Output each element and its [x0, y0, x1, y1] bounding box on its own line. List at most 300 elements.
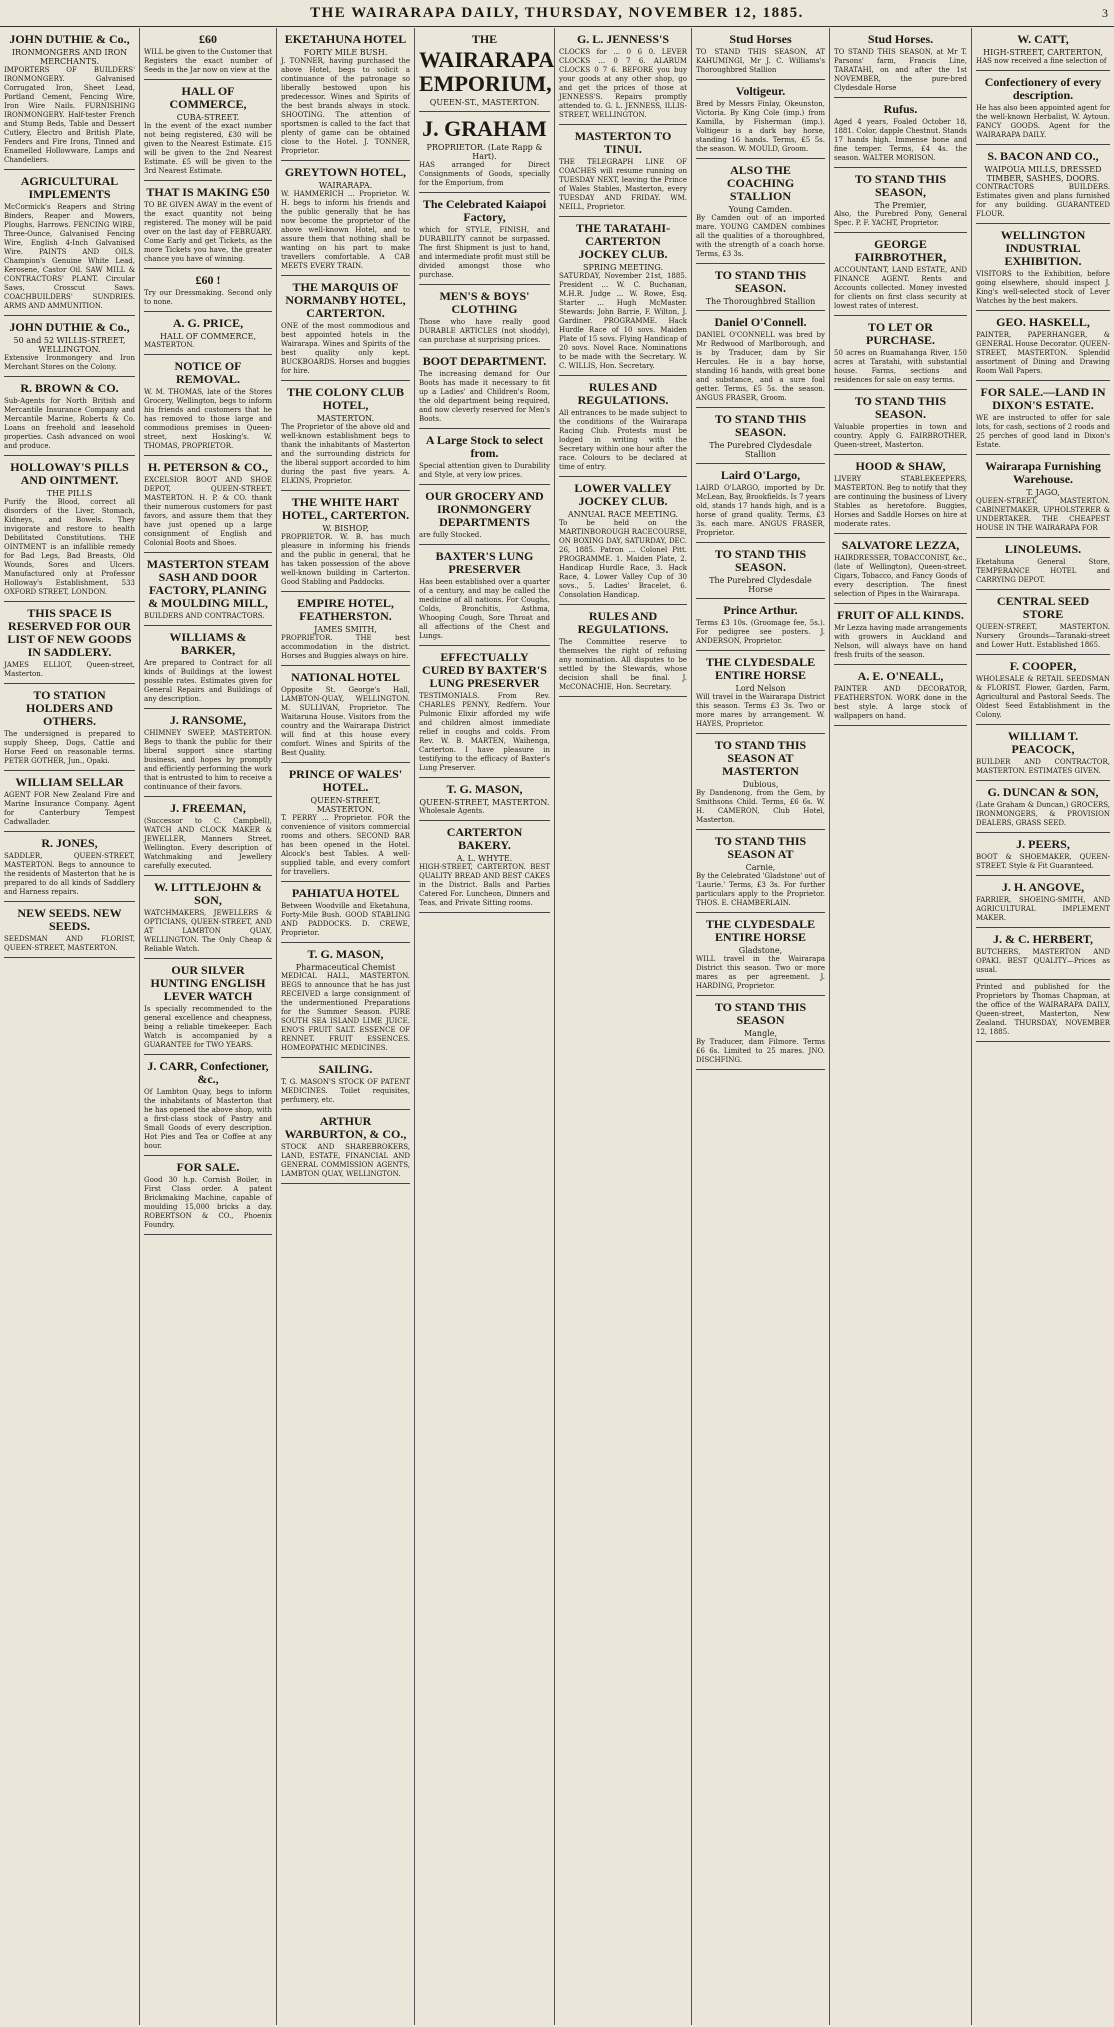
ad-body: LAIRD O'LARGO, imported by Dr. McLean, Bay, Brookfields. Is 7 years old, stands 17 hands high, and is a horse of grand quality. Terms, £3 3s. each mare. ANGUS FRASER, Proprietor.: [696, 484, 826, 537]
ad-body: Those who have really good DURABLE ARTICLES (not shoddy), can purchase at surprising prices.: [419, 318, 550, 344]
ad-heading: TO STAND THIS SEASON.: [714, 547, 807, 574]
ad-subheading: QUEEN-STREET, MASTERTON.: [419, 798, 550, 807]
ad-heading: BAXTER'S LUNG PRESERVER: [435, 549, 534, 576]
ad-heading: FOR SALE.—LAND IN DIXON'S ESTATE.: [980, 385, 1106, 412]
advertisement: [144, 28, 272, 80]
ad-body: (Successor to C. Campbell), WATCH AND CLOCK MAKER & JEWELLER, Manners Street, Wellington. Every description of Watchmaking and Jewellery carefully executed.: [144, 817, 272, 870]
ad-subheading: Young Camden.: [728, 205, 793, 214]
advertisement: [696, 464, 825, 543]
ad-body: QUEEN-STREET, MASTERTON. CABINETMAKER, UPHOLSTERER & UNDERTAKER. THE CHEAPEST HOUSE IN THE WAIRARAPA FOR: [976, 497, 1110, 532]
ad-heading: T. G. MASON,: [446, 782, 523, 796]
advertisement: [281, 592, 410, 666]
ad-body: WILL be given to the Customer that Registers the exact number of Seeds in the Jar now on view at the: [144, 48, 272, 74]
ad-heading: T. G. MASON,: [307, 947, 384, 961]
advertisement: [696, 311, 825, 408]
ad-heading: F. COOPER,: [1009, 659, 1077, 673]
advertisement: [696, 28, 825, 80]
advertisement: [4, 28, 135, 170]
advertisement: [696, 830, 825, 913]
ad-heading: Laird O'Largo,: [720, 468, 801, 482]
ad-body: All entrances to be made subject to the conditions of the Wairarapa Racing Club. Protests must be lodged in writing with the Secretary within one hour after the race. Colours to be declared at time of entry.: [559, 409, 687, 471]
advertisement: [144, 959, 272, 1055]
ad-heading: J. H. ANGOVE,: [1001, 880, 1085, 894]
advertisement: [4, 771, 135, 832]
advertisement: [696, 734, 825, 830]
ad-body: J. TONNER, having purchased the above Hotel, begs to solicit a continuance of the patronage so liberally bestowed upon his predecessor. Wines and Spirits of the best brands always in stock. SHOOTING. The attention of sportsmen is called to the fact that plenty of game can be obtained close to the Hotel. J. TONNER, Proprietor.: [281, 57, 410, 155]
advertisement: [559, 217, 687, 376]
ad-heading: R. BROWN & CO.: [20, 381, 119, 395]
ad-body: To be held on the MARTINBOROUGH RACECOURSE, ON BOXING DAY, SATURDAY, DEC. 26, 1885. Patron ... Colonel Pitt. PROGRAMME. 1. Maiden Plate, 2. Handicap Hurdle Race, 3. Hack Race, 4. Lower Valley Cup of 30 sovs., 5. Ladies' Bracelet, 6. Consolation Handicap.: [559, 519, 687, 599]
masthead-title: THE WAIRARAPA DAILY, THURSDAY, NOVEMBER 12, 1885.: [310, 4, 804, 21]
column-4: [415, 28, 555, 2025]
advertisement: [4, 377, 135, 456]
ad-heading: OUR SILVER HUNTING ENGLISH LEVER WATCH: [150, 963, 266, 1003]
ad-body: SADDLER, QUEEN-STREET, MASTERTON. Begs to announce to the residents of Masterton that he is prepared to do all kinds of Saddlery and Harness repairs.: [4, 852, 135, 896]
ad-body: Extensive Ironmongery and Iron Merchant Stores on the Colony.: [4, 354, 135, 371]
ad-heading: LOWER VALLEY JOCKEY CLUB.: [574, 481, 672, 508]
ad-body: ACCOUNTANT, LAND ESTATE, AND FINANCE AGENT. Rents and Accounts collected. Money invested for clients on first class security at lowest rates of interest.: [834, 266, 967, 310]
ad-body: HAS now received a fine selection of: [976, 57, 1107, 65]
ad-heading: Daniel O'Connell.: [714, 315, 807, 329]
ad-subheading: WAIPOUA MILLS, DRESSED TIMBER, SASHES, DOORS.: [984, 165, 1102, 183]
advertisement: [834, 390, 967, 455]
advertisement: [419, 646, 550, 778]
advertisement: [834, 534, 967, 604]
advertisement: [696, 80, 825, 159]
ad-heading: Wairarapa Furnishing Warehouse.: [985, 459, 1101, 486]
advertisement: [281, 381, 410, 491]
ad-subheading: QUEEN-STREET, MASTERTON.: [310, 796, 381, 814]
ad-body: (Late Graham & Duncan,) GROCERS, IRONMONGERS, & PROVISION DEALERS, GRASS SEED.: [976, 801, 1110, 827]
ad-body: The undersigned is prepared to supply Sheep, Dogs, Cattle and Horse Feed on reasonable terms. PETER GOTHER, Jun., Opaki.: [4, 730, 135, 765]
ad-body: BUILDERS AND CONTRACTORS.: [144, 612, 265, 620]
ad-heading: WILLIAMS & BARKER,: [169, 630, 247, 657]
ad-body: ONE of the most commodious and best appointed hotels in the Wairarapa. Wines and Spirits of the best quality only kept. BUCKBOARDS. Horses and buggies for hire.: [281, 322, 410, 375]
ad-heading: HOOD & SHAW,: [855, 459, 946, 473]
advertisement: [696, 996, 825, 1070]
ad-heading: Voltigeur.: [735, 84, 786, 98]
ad-heading: THE: [471, 32, 498, 46]
advertisement: [419, 545, 550, 646]
ad-body: WATCHMAKERS, JEWELLERS & OPTICIANS, QUEEN-STREET, AND AT LAMBTON QUAY, WELLINGTON. The Only Cheap & Reliable Watch.: [144, 909, 272, 953]
ad-heading: G. DUNCAN & SON,: [987, 785, 1099, 799]
advertisement: [281, 28, 410, 161]
ad-body: IMPORTERS OF BUILDERS' IRONMONGERY. Galvanised Corrugated Iron, Sheet Lead, Portland Cement, Fencing Wire, Iron Wire Nails. FURNISHING IRONMONGERY. Half-tester French and Stump Beds, Table and Dessert Cutlery, Electro and British Plate, Fenders and Fire Irons, Tinned and Enamelled Hollowware, Lamps and Chandeliers.: [4, 66, 135, 164]
ad-body: EXCELSIOR BOOT AND SHOE DEPOT, QUEEN-STREET, MASTERTON. H. P. & CO. thank their numerous customers for past favors, and assure them that they have just opened up a large consignment of English and Colonial Boots and Shoes.: [144, 476, 272, 547]
ad-heading: THE CLYDESDALE ENTIRE HORSE: [705, 655, 816, 682]
ad-subheading: THE PILLS: [46, 489, 93, 498]
advertisement: [834, 98, 967, 168]
ad-heading: TO STATION HOLDERS AND OTHERS.: [25, 688, 114, 728]
advertisement: [144, 797, 272, 876]
advertisement: [281, 943, 410, 1058]
ad-body: WHOLESALE & RETAIL SEEDSMAN & FLORIST. Flower, Garden, Farm, Agricultural and Pastoral Seeds. The Oldest Seed Establishment in the Colony.: [976, 675, 1110, 719]
ad-body: By Camden out of an imported mare. YOUNG CAMDEN combines all the qualities of a thoroughbred, with the strength of a coach horse. Terms, £3 3s.: [696, 214, 825, 258]
ad-subheading: QUEEN-ST., MASTERTON.: [429, 98, 540, 107]
advertisement: [559, 605, 687, 697]
ad-subheading: The Purebred Clydesdale Stallion: [709, 441, 812, 459]
ad-heading: FRUIT OF ALL KINDS.: [837, 608, 964, 622]
ad-body: Of Lambton Quay, begs to inform the inhabitants of Masterton that he has opened the above shop, with a first-class stock of Pastry and Small Goods of every description. Hot Pies and Tea or Coffee at any hour.: [144, 1088, 272, 1150]
advertisement: [144, 269, 272, 312]
masthead: [0, 0, 1114, 27]
ad-body: TO BE GIVEN AWAY in the event of the exact quantity not being registered. The money will be paid over on the last day of FEBRUARY. Come Early and get Tickets, as the more Tickets you have, the greater chance you have of winning.: [144, 201, 272, 263]
ad-body: W. HAMMERICH ... Proprietor. W. H. begs to inform his friends and the public generally that he has now become the proprietor of the above well-known Hotel, and to assure them that nothing shall be wanting on his part to make travellers comfortable. A CAB MEETS EVERY TRAIN.: [281, 190, 410, 270]
ad-heading: THE WHITE HART HOTEL, CARTERTON.: [281, 495, 410, 522]
advertisement: [281, 161, 410, 276]
ad-body: Printed and published for the Proprietors by Thomas Chapman, at the office of the WAIRARAPA DAILY, Queen-street, Masterton, New Zealand. THURSDAY, NOVEMBER 12, 1885.: [976, 983, 1110, 1036]
ad-body: Aged 4 years, Foaled October 18, 1881. Color, dapple Chestnut. Stands 17 hands high. Immense bone and fine temper. Terms, £4 4s. the season. WALTER MORISON.: [834, 118, 967, 162]
advertisement: [834, 233, 967, 316]
ad-body: HAIRDRESSER, TOBACCONIST, &c., (late of Wellington), Queen-street. Cigars, Tobacco, and Fancy Goods of every description. The finest selection of Pipes in the Wairarapa.: [834, 554, 967, 598]
ad-heading: £60 !: [195, 273, 221, 287]
advertisement: [144, 1055, 272, 1156]
ad-body: FARRIER, SHOEING-SMITH, AND AGRICULTURAL IMPLEMENT MAKER.: [976, 896, 1110, 922]
ad-heading: The Celebrated Kaiapoi Factory,: [422, 197, 547, 224]
ad-heading: FOR SALE.: [176, 1160, 240, 1174]
ad-body: MASTERTON.: [144, 341, 195, 349]
advertisement: [976, 28, 1110, 71]
advertisement: [976, 590, 1110, 655]
ad-body: MEDICAL HALL, MASTERTON. BEGS to announce that he has just RECEIVED a large consignment of the undermentioned Preparations for the Summer Season. PURE SOUTH SEA ISLAND LIME JUICE. ENO'S FRUIT SALT. ESSENCE OF RENNET. FRUIT ESSENCES. HOMEOPATHIC MEDICINES.: [281, 972, 410, 1052]
ad-body: Valuable properties in town and country. Apply G. FAIRBROTHER, Queen-street, Masterton.: [834, 423, 967, 449]
ad-display-heading: WAIRARAPA EMPORIUM,: [419, 47, 555, 96]
ad-heading: Stud Horses.: [867, 32, 934, 46]
ad-heading: NEW SEEDS. NEW SEEDS.: [17, 906, 122, 933]
ad-body: Sub-Agents for North British and Mercantile Insurance Company and Mercantile Marine, Roberts & Co. Loans on freehold and leasehold properties. Cash advanced on wool and produce.: [4, 397, 135, 450]
ad-heading: EFFECTUALLY CURED BY BAXTER'S LUNG PRESERVER: [422, 650, 547, 690]
advertisement: [419, 285, 550, 350]
ad-subheading: T. JAGO,: [1026, 488, 1060, 497]
ad-heading: G. L. JENNESS'S: [576, 32, 670, 46]
advertisement: [144, 1156, 272, 1235]
ad-body: PAINTER, PAPERHANGER, & GENERAL House Decorator. QUEEN-STREET, MASTERTON. Splendid assortment of Dining and Drawing Room Wall Papers.: [976, 331, 1110, 375]
ad-heading: RULES AND REGULATIONS.: [577, 609, 669, 636]
ad-subheading: The Thoroughbred Stallion: [705, 297, 816, 306]
ad-heading: A. E. O'NEALL,: [857, 669, 944, 683]
ad-body: DANIEL O'CONNELL was bred by Mr Redwood of Marlborough, and is by Traducer, dam by Sir Hercules. He is a bay horse, standing 16 hands, with great bone and substance, and a sure foal getter. Terms, £5 5s. the season. ANGUS FRASER, Groom.: [696, 331, 825, 402]
ad-subheading: 50 and 52 WILLIS-STREET, WELLINGTON.: [13, 336, 126, 354]
advertisement: [144, 355, 272, 456]
ad-heading: W. CATT,: [1017, 32, 1069, 46]
advertisement: [976, 538, 1110, 590]
ad-body: Has been established over a quarter of a century, and may be called the medicine of all nations. For Coughs, Colds, Bronchitis, Asthma, Whooping Cough, Sore Throat and all affections of the Chest and Lungs.: [419, 578, 550, 640]
ad-heading: ARTHUR WARBURTON, & CO.,: [284, 1114, 407, 1141]
advertisement: [144, 181, 272, 269]
ad-body: VISITORS to the Exhibition, before going elsewhere, should inspect J. King's well-selected stock of Lever Watches by the best makers.: [976, 270, 1110, 305]
ad-heading: NOTICE OF REMOVAL.: [174, 359, 242, 386]
advertisement: [419, 350, 550, 429]
ad-body: TESTIMONIALS. From Rev. CHARLES PENNY, Redfern. Your Pulmonic Elixir afforded my wife and children almost immediate relief in coughs and colds. From Rev. W. B. MARTEN, Waihenga, Carterton. I have pleasure in testifying to the efficacy of Baxter's Lung Preserver.: [419, 692, 550, 772]
ad-body: W. M. THOMAS, late of the Stores Grocery, Wellington, begs to inform his friends and customers that he has removed to those large and commodious premises in Queen-street, next Hosking's. W. THOMAS, PROPRIETOR.: [144, 388, 272, 450]
advertisement: [4, 832, 135, 902]
advertisement: [696, 599, 825, 651]
advertisement: [419, 778, 550, 821]
advertisement: [696, 543, 825, 599]
ad-heading: Prince Arthur.: [723, 603, 798, 617]
ad-body: AGENT FOR New Zealand Fire and Marine Insurance Company. Agent for Canterbury Tempest Cadwallader.: [4, 791, 135, 826]
advertisement: [976, 655, 1110, 725]
ad-heading: R. JONES,: [41, 836, 98, 850]
ad-subheading: Mangle,: [743, 1029, 778, 1038]
ad-heading: THIS SPACE IS RESERVED FOR OUR LIST OF NEW GOODS IN SADDLERY.: [7, 606, 132, 659]
ad-body: WE are instructed to offer for sale lots, for cash, sections of 2 roods and 25 perches of good land in Dixon's Estate.: [976, 414, 1110, 449]
advertisement: [281, 882, 410, 943]
ad-body: SATURDAY, November 21st, 1885. President ... W. C. Buchanan, M.H.R. Judge ... W. Rowe, Esq. Starter ... Hugh McMaster. Stewards: John Barrie, F. Wilton, J. Gardiner. PROGRAMME. Hack Hurdle Race of 10 sovs. Maiden Plate of 15 sovs. Flying Handicap of 20 sovs. Novel Race. Nominations to be made with the Secretary. W. C. WILLIS, Hon. Secretary.: [559, 272, 687, 370]
advertisement: [144, 80, 272, 181]
ad-subheading: SPRING MEETING.: [583, 263, 663, 272]
advertisement: [976, 381, 1110, 455]
ad-body: He has also been appointed agent for the well-known Herbalist, W. Aytoun. FANCY GOODS. Agent for the WAIRARAPA DAILY.: [976, 104, 1110, 139]
ad-body: which for STYLE, FINISH, and DURABILITY cannot be surpassed. The first Shipment is just to hand, and intermediate profit must still be divided amongst those who purchase.: [419, 226, 550, 279]
advertisement: [976, 928, 1110, 980]
ad-body: QUEEN-STREET, MASTERTON. Nursery Grounds—Taranaki-street and Lower Hutt. Established 1865.: [976, 623, 1110, 649]
ad-heading: JOHN DUTHIE & Co.,: [9, 320, 130, 334]
advertisement: [4, 684, 135, 771]
advertisement: [4, 902, 135, 958]
ad-body: BUTCHERS, MASTERTON AND OPAKI. BEST QUALITY—Prices as usual.: [976, 948, 1110, 974]
ad-body: WILL travel in the Wairarapa District this season. Two or more mares as per agreement. J. HARDING, Proprietor.: [696, 955, 825, 990]
ad-heading: RULES AND REGULATIONS.: [577, 380, 669, 407]
ad-heading: MASTERTON TO TINUI.: [574, 129, 672, 156]
ad-body: CHIMNEY SWEEP, MASTERTON. Begs to thank the public for their liberal support since starting business, and hopes by promptly and efficiently performing the work that is entrusted to him to receive a continuance of their favors.: [144, 729, 272, 791]
ad-body: By Dandenong, from the Gem, by Smithsons Child. Terms, £6 6s. W. H. CAMERON, Club Hotel, Masterton.: [696, 789, 825, 824]
ad-body: CONTRACTORS BUILDERS. Estimates given and plans furnished for any building. GUARANTEED FLOUR.: [976, 183, 1110, 218]
advertisement: [976, 455, 1110, 538]
ad-body: CLOCKS for ... 0 6 0. LEVER CLOCKS ... 0 7 6. ALARUM CLOCKS 0 7 6. BEFORE you buy your goods at any other shop, go and get the prices of those at JENNESS'S. Repairs promptly attended to. G. L. JENNESS, ILLIS-STREET, WELLINGTON.: [559, 48, 687, 119]
ad-body: PROPRIETOR. THE best accommodation in the district. Horses and Buggies always on hire.: [281, 634, 410, 660]
ad-heading: THE TARATAHI-CARTERTON JOCKEY CLUB.: [575, 221, 671, 261]
ad-heading: J. RANSOME,: [169, 713, 247, 727]
ad-heading: GEORGE FAIRBROTHER,: [854, 237, 947, 264]
ad-subheading: MASTERTON.: [316, 414, 375, 423]
ad-heading: Rufus.: [883, 102, 918, 116]
ad-heading: Confectionery of every description.: [984, 75, 1102, 102]
advertisement: [281, 763, 410, 882]
advertisement: [559, 28, 687, 125]
advertisement: [281, 1110, 410, 1184]
advertisement: [834, 168, 967, 233]
advertisement: [559, 477, 687, 605]
ad-heading: THE COLONY CLUB HOTEL,: [287, 385, 404, 412]
advertisement: [144, 553, 272, 626]
ad-heading: ALSO THE COACHING STALLION: [726, 163, 795, 203]
ad-heading: THAT IS MAKING £50: [146, 185, 270, 199]
ad-body: PAINTER AND DECORATOR, FEATHERSTON. WORK done in the best style. A large stock of wallpapers on hand.: [834, 685, 967, 720]
ad-heading: HOLLOWAY'S PILLS AND OINTMENT.: [10, 460, 129, 487]
ad-body: are fully Stocked.: [419, 531, 482, 539]
ad-heading: WILLIAM T. PEACOCK,: [1007, 729, 1079, 756]
column-7: [830, 28, 972, 2025]
advertisement: [4, 170, 135, 316]
ad-body: T. G. MASON'S STOCK OF PATENT MEDICINES. Toilet requisites, perfumery, etc.: [281, 1078, 410, 1104]
ad-subheading: JAMES SMITH,: [314, 625, 377, 634]
ad-subheading: Dubious,: [742, 780, 779, 789]
ad-subheading: Carnie,: [745, 863, 776, 872]
ad-heading: H. PETERSON & CO.,: [147, 460, 268, 474]
ad-heading: WILLIAM SELLAR: [15, 775, 124, 789]
ad-heading: J. FREEMAN,: [170, 801, 246, 815]
ad-heading: TO STAND THIS SEASON AT MASTERTON: [714, 738, 807, 778]
advertisement: [419, 28, 555, 112]
ad-heading: GREYTOWN HOTEL,: [284, 165, 407, 179]
advertisement: [144, 709, 272, 797]
advertisement: [144, 876, 272, 959]
ad-heading: S. BACON AND CO.,: [987, 149, 1099, 163]
ad-heading: J. CARR, Confectioner, &c.,: [147, 1059, 269, 1086]
advertisement: [144, 626, 272, 709]
advertisement: [4, 316, 135, 377]
ad-body: Wholesale Agents.: [419, 807, 485, 815]
ad-body: Special attention given to Durability and Style, at very low prices.: [419, 462, 550, 479]
ad-heading: A Large Stock to select from.: [425, 433, 544, 460]
ad-subheading: HIGH-STREET, CARTERTON,: [983, 48, 1103, 57]
ad-heading: J. PEERS,: [1016, 837, 1070, 851]
ad-body: By the Celebrated 'Gladstone' out of 'Laurie.' Terms, £3 3s. For further particulars apply to the Proprietor. THOS. E. CHAMBERLAIN.: [696, 872, 825, 907]
ad-heading: JOHN DUTHIE & Co.,: [9, 32, 130, 46]
ad-body: The increasing demand for Our Boots has made it necessary to fit up a Ladies' and Children's Room, the old department being required, and now cleverly reserved for Men's Boots.: [419, 370, 550, 423]
ad-body: STOCK AND SHAREBROKERS, LAND, ESTATE, FINANCIAL AND GENERAL COMMISSION AGENTS, LAMBTON QUAY, WELLINGTON.: [281, 1143, 410, 1178]
advertisement: [696, 264, 825, 311]
ad-body: Good 30 h.p. Cornish Boiler, in First Class order. A patent Brickmaking Machine, capable of moulding 15,000 bricks a day. ROBERTSON & CO., Phoenix Foundry.: [144, 1176, 272, 1229]
advertisement: [696, 159, 825, 264]
column-8: [972, 28, 1114, 2025]
ad-body: BUILDER AND CONTRACTOR, MASTERTON. ESTIMATES GIVEN.: [976, 758, 1110, 775]
ad-body: Bred by Messrs Finlay, Okeunston, Victoria. By King Cole (imp.) from Kamilla, by Fisherman (imp.). Voltigeur is a dark bay horse, standing 16 hands. Terms, £5 5s. the season. W. MOULD, Groom.: [696, 100, 825, 153]
advertisement: [976, 224, 1110, 311]
advertisement: [834, 28, 967, 98]
advertisement: [559, 125, 687, 217]
ad-subheading: FORTY MILE BUSH.: [303, 48, 388, 57]
ad-heading: EMPIRE HOTEL, FEATHERSTON.: [297, 596, 394, 623]
ad-heading: TO STAND THIS SEASON,: [854, 172, 947, 199]
advertisement: [281, 1058, 410, 1110]
ad-body: The Committee reserve to themselves the right of refusing any nomination. All disputes to be settled by the Stewards, whose decision shall be final. J. McCONACHIE, Hon. Secretary.: [559, 638, 687, 691]
ad-body: HIGH-STREET, CARTERTON. BEST QUALITY BREAD AND BEST CAKES in the District. Balls and Parties Catered For. Luncheon, Dinners and Teas, and Private Sitting rooms.: [419, 863, 550, 907]
ad-subheading: Pharmaceutical Chemist: [295, 963, 396, 972]
column-1: [0, 28, 140, 2025]
ad-body: Terms £3 10s. (Groomage fee, 5s.). For pedigree see posters. J. ANDERSON, Proprietor.: [696, 619, 825, 645]
ad-heading: AGRICULTURAL IMPLEMENTS: [20, 174, 119, 201]
ad-heading: CARTERTON BAKERY.: [446, 825, 523, 852]
ad-subheading: Gladstone,: [738, 946, 783, 955]
page-number: 3: [1102, 6, 1108, 20]
ad-heading: BOOT DEPARTMENT.: [422, 354, 547, 368]
advertisement: [419, 485, 550, 545]
ad-body: Mr Lezza having made arrangements with growers in Auckland and Nelson, will always have on hand fresh fruits of the season.: [834, 624, 967, 659]
ad-body: TO STAND THIS SEASON, AT KAHUMINGI, Mr J. C. Williams's Thoroughbred Stallion: [696, 48, 825, 74]
ad-subheading: PROPRIETOR. (Late Rapp & Hart).: [426, 143, 543, 161]
ad-subheading: The Purebred Clydesdale Horse: [709, 576, 812, 594]
advertisement: [696, 651, 825, 734]
advertisement: [144, 456, 272, 553]
ad-body: Between Woodville and Eketahuna, Forty-Mile Bush. GOOD STABLING AND PADDOCKS. D. CREWE, Proprietor.: [281, 902, 410, 937]
ad-heading: £60: [199, 32, 217, 46]
ad-subheading: IRONMONGERS AND IRON MERCHANTS.: [11, 48, 128, 66]
column-2: [140, 28, 277, 2025]
ad-heading: THE MARQUIS OF NORMANBY HOTEL, CARTERTON.: [285, 280, 406, 320]
advertisement: [976, 980, 1110, 1042]
ad-heading: TO STAND THIS SEASON.: [854, 394, 947, 421]
ad-body: THE TELEGRAPH LINE OF COACHES will resume running on TUESDAY NEXT, leaving the Prince of Wales Stables, Masterton, every TUESDAY AND FRIDAY. WM. NEILL, Proprietor.: [559, 158, 687, 211]
ad-heading: SAILING.: [318, 1062, 373, 1076]
ad-heading: WELLINGTON INDUSTRIAL EXHIBITION.: [1000, 228, 1086, 268]
advertisement: [4, 456, 135, 602]
advertisement: [976, 725, 1110, 781]
ad-body: Are prepared to Contract for all kinds of Buildings at the lowest possible rates. Estimates given for General Repairs and Buildings of any description.: [144, 659, 272, 703]
advertisement: [976, 833, 1110, 876]
ad-body: Opposite St. George's Hall, LAMBTON-QUAY, WELLINGTON. M. SULLIVAN, Proprietor. The Waitaruna House. Visitors from the country and the Wairarapa District will find at this house every comfort. Wines and Spirits of the Best Quality.: [281, 686, 410, 757]
ad-heading: J. & C. HERBERT,: [992, 932, 1094, 946]
ad-body: Purify the Blood, correct all disorders of the Liver, Stomach, Kidneys, and Bowels. They invigorate and restore to health Debilitated Constitutions. THE OINTMENT is an infallible remedy for Bad Legs, Bad Breasts, Old Wounds, Sores and Ulcers. Manufactured only at Professor Holloway's Establishment, 533 OXFORD STREET, LONDON.: [4, 498, 135, 596]
advertisement: [696, 913, 825, 996]
ad-body: Eketahuna General Store, TEMPERANCE HOTEL and CARRYING DEPOT.: [976, 558, 1110, 584]
ad-body: In the event of the exact number not being registered, £30 will be given to the Nearest Estimate. £15 will be given to the 2nd Nearest Estimate. £5 will be given to the 3rd Nearest Estimate.: [144, 122, 272, 175]
ad-heading: TO LET OR PURCHASE.: [865, 320, 935, 347]
advertisement: [419, 821, 550, 913]
advertisement: [834, 316, 967, 390]
advertisement: [976, 311, 1110, 381]
ad-body: HAS arranged for Direct Consignments of Goods, specially for the Emporium, from: [419, 161, 550, 187]
ad-heading: TO STAND THIS SEASON: [714, 1000, 807, 1027]
ad-subheading: HALL OF COMMERCE,: [159, 332, 256, 341]
ad-heading: HALL OF COMMERCE,: [169, 84, 247, 111]
ad-heading: MASTERTON STEAM SASH AND DOOR FACTORY, PLANING & MOULDING MILL,: [146, 557, 270, 610]
ad-body: The Proprietor of the above old and well-known establishment begs to thank the inhabitants of Masterton and the surrounding districts for the liberal support accorded to him during the past five years. A. ELKINS, Proprietor.: [281, 423, 410, 485]
advertisement: [834, 455, 967, 534]
ad-subheading: The Premier,: [874, 201, 927, 210]
column-6: [692, 28, 830, 2025]
ad-subheading: A. L. WHYTE.: [456, 854, 513, 863]
ad-body: T. PERRY ... Proprietor. FOR the convenience of visitors commercial rooms and others. SECOND BAR has been opened in the Hotel. Alcock's best Tables. A well-supplied table, and every comfort for travellers.: [281, 814, 410, 876]
advertisement: [419, 193, 550, 285]
advertisement: [419, 112, 550, 193]
ad-body: Also, the Purebred Pony, General Spec. P. F. YACHT, Proprietor.: [834, 210, 967, 227]
advertisement: [696, 408, 825, 464]
ad-subheading: W. BISHOP,: [322, 524, 369, 533]
ad-subheading: Lord Nelson: [735, 684, 786, 693]
ad-body: TO STAND THIS SEASON, at Mr T. Parsons' farm, Francis Line, TARATAHI, on and after the 1st NOVEMBER, the pure-bred Clydesdale Horse: [834, 48, 967, 92]
ad-heading: OUR GROCERY AND IRONMONGERY DEPARTMENTS: [425, 489, 544, 529]
ad-heading: Stud Horses: [729, 32, 792, 46]
advertisement: [834, 665, 967, 726]
ad-body: BOOT & SHOEMAKER, QUEEN-STREET. Style & Fit Guaranteed.: [976, 853, 1110, 870]
ad-body: SEEDSMAN AND FLORIST, QUEEN-STREET, MASTERTON.: [4, 935, 135, 952]
ad-subheading: ANNUAL RACE MEETING.: [567, 510, 679, 519]
ad-body: By Traducer, dam Filmore. Terms £6 6s. Limited to 25 mares. JNO. DISCHFING.: [696, 1038, 825, 1064]
column-5: [555, 28, 692, 2025]
ad-body: McCormick's Reapers and String Binders, Reaper and Mowers, Ploughs, Harrows. FENCING WIRE, Three-Ounce, Galvanised Fencing Wire, English 4-Inch Galvanised Wire. PAINTS AND OILS. Champion's Genuine White Lead, Kerosene, Castor Oil. SAW MILL & CONTRACTORS' PLANT. Circular Saws, Crosscut Saws. COACHBUILDERS' SUNDRIES. ARMS AND AMMUNITION.: [4, 203, 135, 310]
ad-heading: CENTRAL SEED STORE: [996, 594, 1090, 621]
ad-subheading: WAIRARAPA.: [318, 181, 373, 190]
ad-heading: W. LITTLEJOHN & SON,: [154, 880, 262, 907]
advertisement: [559, 376, 687, 477]
advertisement: [144, 312, 272, 355]
ad-heading: LINOLEUMS.: [1004, 542, 1082, 556]
advertisement: [976, 876, 1110, 928]
ad-subheading: CUBA-STREET.: [176, 113, 240, 122]
ad-heading: MEN'S & BOYS' CLOTHING: [439, 289, 530, 316]
ad-body: Is specially recommended to the general excellence and cheapness, being a reliable timekeeper. Each Watch is accompanied by a GUARANTEE for TWO YEARS.: [144, 1005, 272, 1049]
ad-heading: THE CLYDESDALE ENTIRE HORSE: [705, 917, 816, 944]
ad-body: LIVERY STABLEKEEPERS, MASTERTON. Beg to notify that they are continuing the business of Livery Stables as heretofore. Buggies, Horses and Saddle Horses on hire at moderate rates.: [834, 475, 967, 528]
ad-body: JAMES ELLIOT, Queen-street, Masterton.: [4, 661, 135, 678]
column-3: [277, 28, 415, 2025]
advertisement: [976, 71, 1110, 145]
advertisement: [4, 602, 135, 684]
ad-heading: EKETAHUNA HOTEL: [284, 32, 407, 46]
ad-body: 50 acres on Ruamahanga River, 150 acres at Taratahi, with substantial house. Farms, sections and residences for sale on easy terms.: [834, 349, 967, 384]
